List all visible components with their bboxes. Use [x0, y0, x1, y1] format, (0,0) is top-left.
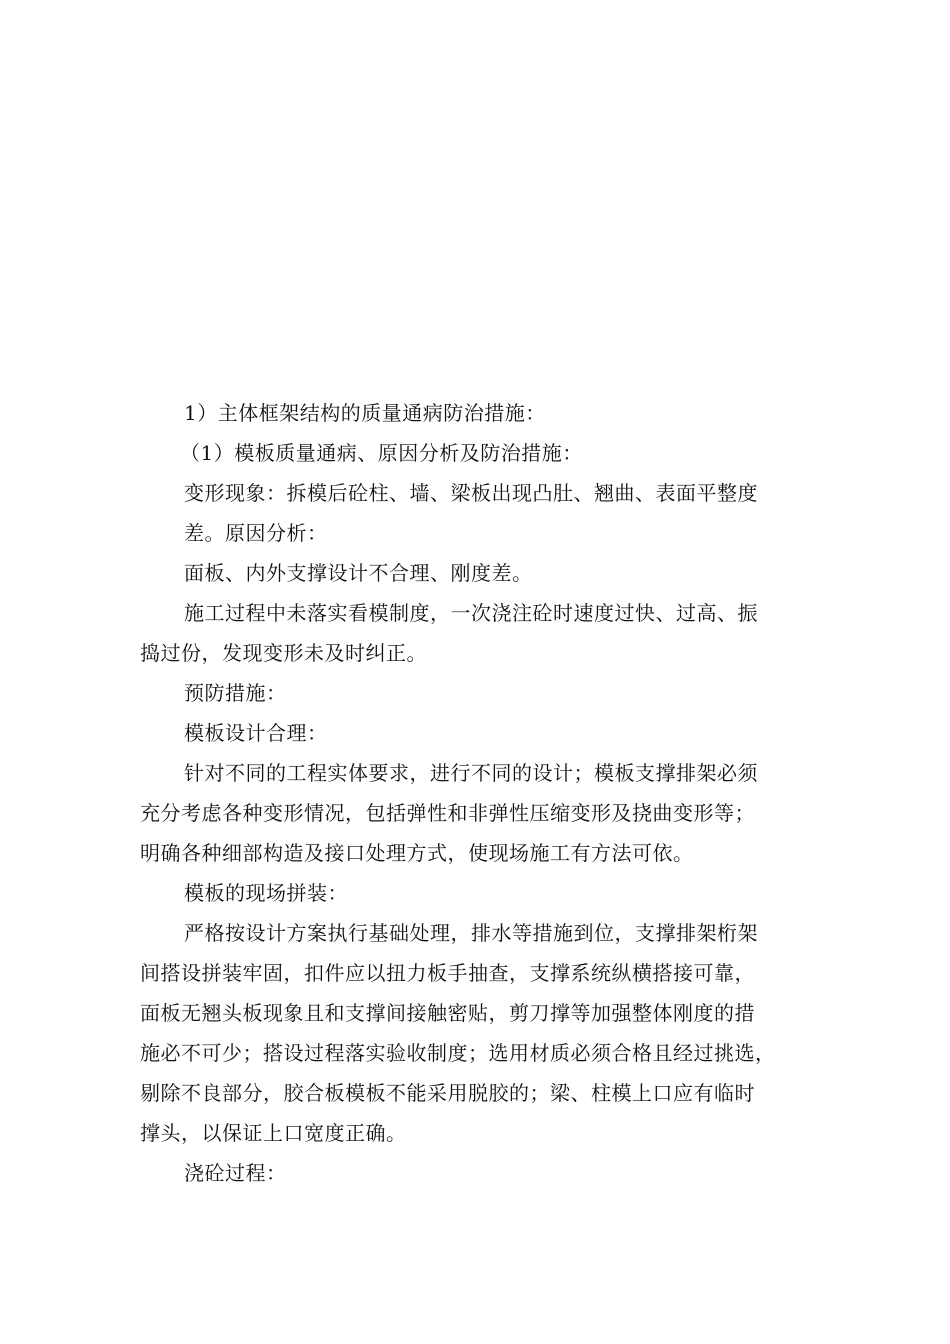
- heading-pouring: 浇砼过程：: [184, 1161, 287, 1185]
- paragraph-assembly-line-6: 撑头，以保证上口宽度正确。: [140, 1121, 407, 1145]
- paragraph-cause-2-line-1: 施工过程中未落实看模制度，一次浇注砼时速度过快、过高、振: [184, 601, 758, 625]
- paragraph-design-line-3: 明确各种细部构造及接口处理方式，使现场施工有方法可依。: [140, 841, 694, 865]
- heading-formwork: （1）模板质量通病、原因分析及防治措施：: [180, 441, 583, 465]
- paragraph-assembly-line-4: 施必不可少；搭设过程落实验收制度；选用材质必须合格且经过挑选，: [140, 1041, 776, 1065]
- paragraph-design-line-1: 针对不同的工程实体要求，进行不同的设计；模板支撑排架必须: [184, 761, 758, 785]
- heading-assembly: 模板的现场拼装：: [184, 881, 348, 905]
- paragraph-deformation-line-1: 变形现象：拆模后砼柱、墙、梁板出现凸肚、翘曲、表面平整度: [184, 481, 758, 505]
- paragraph-cause-1: 面板、内外支撑设计不合理、刚度差。: [184, 561, 533, 585]
- document-body: [140, 393, 830, 1193]
- heading-prevention: 预防措施：: [184, 681, 287, 705]
- heading-main-structure: 1）主体框架结构的质量通病防治措施：: [184, 401, 546, 425]
- heading-design: 模板设计合理：: [184, 721, 328, 745]
- paragraph-assembly-line-5: 剔除不良部分，胶合板模板不能采用脱胶的；梁、柱模上口应有临时: [140, 1081, 755, 1105]
- paragraph-assembly-line-2: 间搭设拼装牢固，扣件应以扭力板手抽查，支撑系统纵横搭接可靠，: [140, 961, 755, 985]
- paragraph-cause-2-line-2: 捣过份，发现变形未及时纠正。: [140, 641, 427, 665]
- paragraph-assembly-line-1: 严格按设计方案执行基础处理，排水等措施到位，支撑排架桁架: [184, 921, 758, 945]
- paragraph-design-line-2: 充分考虑各种变形情况，包括弹性和非弹性压缩变形及挠曲变形等；: [140, 801, 755, 825]
- paragraph-deformation-line-2: 差。原因分析：: [184, 521, 328, 545]
- paragraph-assembly-line-3: 面板无翘头板现象且和支撑间接触密贴，剪刀撑等加强整体刚度的措: [140, 1001, 755, 1025]
